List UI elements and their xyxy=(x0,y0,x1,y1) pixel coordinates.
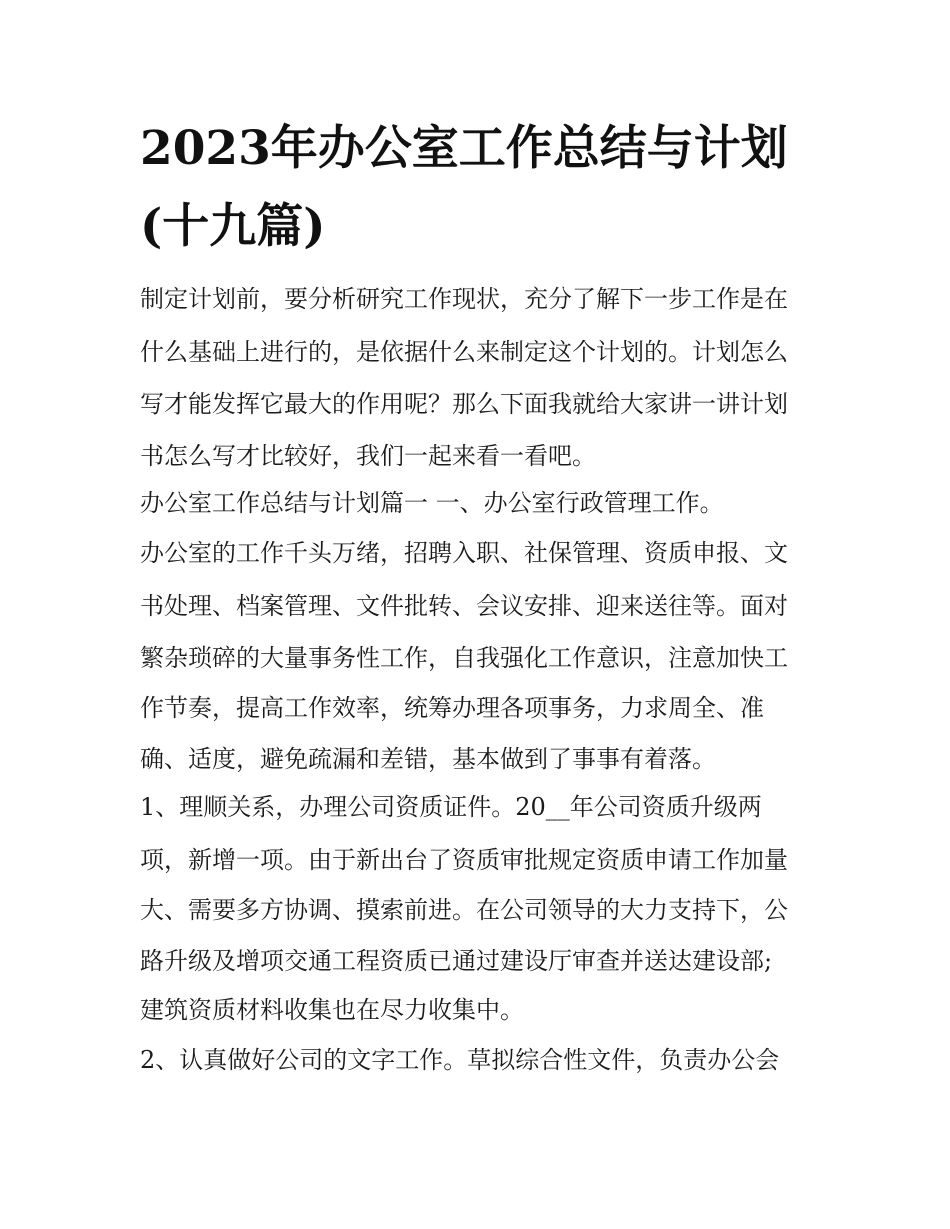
body-line: 作节奏，提高工作效率，统筹办理各项事务，力求周全、准 xyxy=(140,694,764,722)
body-line: 写才能发挥它最大的作用呢？那么下面我就给大家讲一讲计划 xyxy=(140,390,788,418)
body-line: 项，新增一项。由于新出台了资质审批规定资质申请工作加量 xyxy=(140,846,788,874)
body-line: 大、需要多方协调、摸索前进。在公司领导的大力支持下，公 xyxy=(140,896,788,924)
document-title-line-1: 2023年办公室工作总结与计划 xyxy=(140,121,788,176)
body-line: 什么基础上进行的，是依据什么来制定这个计划的。计划怎么 xyxy=(140,338,788,366)
section-heading-line: 办公室工作总结与计划篇一 一、办公室行政管理工作。 xyxy=(140,489,724,517)
body-line: 繁杂琐碎的大量事务性工作，自我强化工作意识，注意加快工 xyxy=(140,644,788,672)
body-line: 建筑资质材料收集也在尽力收集中。 xyxy=(140,996,524,1024)
body-line: 书处理、档案管理、文件批转、会议安排、迎来送往等。面对 xyxy=(140,592,788,620)
list-item-line: 1、理顺关系，办理公司资质证件。20__年公司资质升级两 xyxy=(140,793,762,821)
body-line: 办公室的工作千头万绪，招聘入职、社保管理、资质申报、文 xyxy=(140,539,788,567)
list-item-line: 2、认真做好公司的文字工作。草拟综合性文件，负责办公会 xyxy=(140,1046,780,1074)
body-line: 书怎么写才比较好，我们一起来看一看吧。 xyxy=(140,442,596,470)
body-line: 路升级及增项交通工程资质已通过建设厅审查并送达建设部; xyxy=(140,947,773,975)
document-title-line-2: (十九篇) xyxy=(140,199,326,254)
body-line: 制定计划前，要分析研究工作现状，充分了解下一步工作是在 xyxy=(140,285,788,313)
body-line: 确、适度，避免疏漏和差错，基本做到了事事有着落。 xyxy=(140,745,716,773)
